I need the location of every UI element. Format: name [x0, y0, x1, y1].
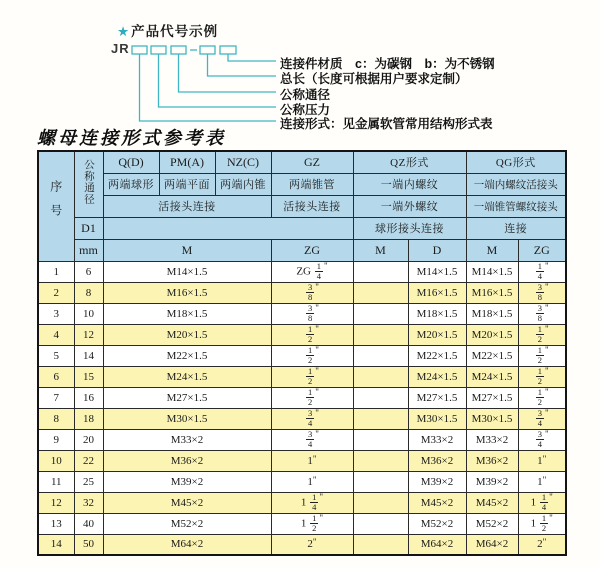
cell-qg-zg: $\frac{3}{8}$ " — [518, 303, 566, 324]
cell-dn: 32 — [74, 492, 103, 513]
table-row — [38, 261, 566, 282]
cell-seq: 10 — [38, 450, 74, 471]
cell-seq: 6 — [38, 366, 74, 387]
cell-qz-d: M24×1.5 — [408, 366, 466, 387]
cell-qz-m — [353, 429, 408, 450]
code-box — [132, 46, 147, 54]
diagram-label-pressure: 公称压力 — [280, 103, 331, 117]
header-col-pm: PM(A) — [159, 151, 215, 173]
cell-qg-zg: $\frac{1}{4}$ " — [518, 261, 566, 282]
cell-dn: 22 — [74, 450, 103, 471]
diagram-label-diameter: 公称通径 — [280, 88, 331, 102]
cell-qg-m: M16×1.5 — [466, 282, 518, 303]
fraction: $\frac{1}{2}$ — [537, 345, 543, 365]
fraction: $\frac{1}{2}$ — [537, 366, 543, 386]
cell-qz-m — [353, 303, 408, 324]
cell-m: M18×1.5 — [103, 303, 271, 324]
cell-qz-m — [353, 513, 408, 534]
cell-gz-zg: $\frac{3}{4}$ " — [271, 408, 353, 429]
header-qz-desc2: 一端外螺纹 — [353, 195, 466, 217]
diagram-label-length: 总长（长度可根据用户要求定制） — [280, 72, 468, 86]
cell-seq: 12 — [38, 492, 74, 513]
table-row — [38, 534, 566, 555]
header-col-gz: GZ — [271, 151, 353, 173]
cell-dn: 20 — [74, 429, 103, 450]
header-mm: mm — [74, 239, 103, 261]
cell-qz-d: M52×2 — [408, 513, 466, 534]
cell-dn: 10 — [74, 303, 103, 324]
code-box — [151, 46, 166, 54]
cell-dn: 16 — [74, 387, 103, 408]
cell-qz-d: M30×1.5 — [408, 408, 466, 429]
cell-qg-m: M24×1.5 — [466, 366, 518, 387]
table-row — [38, 471, 566, 492]
cell-qz-m — [353, 408, 408, 429]
table-row — [38, 513, 566, 534]
header-qz-desc1: 一端内螺纹 — [353, 173, 466, 195]
cell-qg-m: M64×2 — [466, 534, 518, 555]
table-row — [38, 303, 566, 324]
cell-seq: 13 — [38, 513, 74, 534]
cell-qz-m — [353, 345, 408, 366]
cell-gz-zg: $\frac{3}{8}$ " — [271, 282, 353, 303]
fraction: $\frac{1}{2}$ — [541, 513, 547, 533]
cell-seq: 11 — [38, 471, 74, 492]
fraction: $\frac{3}{8}$ — [537, 303, 543, 323]
header-col-qg: QG形式 — [466, 151, 566, 173]
fraction: $\frac{1}{2}$ — [308, 387, 313, 407]
cell-qz-m — [353, 471, 408, 492]
cell-m: M30×1.5 — [103, 408, 271, 429]
diagram-title — [117, 20, 218, 40]
cell-m: M22×1.5 — [103, 345, 271, 366]
cell-m: M45×2 — [103, 492, 271, 513]
cell-qg-m: M27×1.5 — [466, 387, 518, 408]
fraction: $\frac{1}{2}$ — [308, 324, 313, 344]
fraction: $\frac{3}{4}$ — [537, 429, 543, 449]
cell-qz-d: M16×1.5 — [408, 282, 466, 303]
header-nz-desc: 两端内锥 — [215, 173, 271, 195]
cell-m: M16×1.5 — [103, 282, 271, 303]
cell-qz-d: M14×1.5 — [408, 261, 466, 282]
diagram-label-connection: 连接形式：见金属软管常用结构形式表 — [280, 117, 493, 131]
cell-gz-zg: $\frac{1}{2}$ " — [271, 345, 353, 366]
cell-dn: 8 — [74, 282, 103, 303]
fraction: $\frac{3}{8}$ — [537, 282, 543, 302]
table-row — [38, 429, 566, 450]
cell-qz-d: M18×1.5 — [408, 303, 466, 324]
cell-gz-zg: ZG $\frac{1}{4}$ " — [271, 261, 353, 282]
table-row — [38, 450, 566, 471]
cell-qz-m — [353, 282, 408, 303]
cell-qg-zg: 1 $\frac{1}{2}$ " — [518, 513, 566, 534]
cell-qg-m: M22×1.5 — [466, 345, 518, 366]
table-row — [38, 387, 566, 408]
cell-m: M39×2 — [103, 471, 271, 492]
fraction: $\frac{3}{4}$ — [308, 408, 313, 428]
fraction: $\frac{1}{4}$ — [537, 261, 543, 281]
cell-seq: 3 — [38, 303, 74, 324]
fraction: $\frac{1}{2}$ — [312, 513, 317, 533]
table-row — [38, 492, 566, 513]
fraction: $\frac{1}{2}$ — [308, 366, 313, 386]
cell-qz-m — [353, 324, 408, 345]
header-q-desc: 两端球形 — [103, 173, 159, 195]
cell-dn: 40 — [74, 513, 103, 534]
cell-m: M20×1.5 — [103, 324, 271, 345]
cell-dn: 18 — [74, 408, 103, 429]
header-col-qz: QZ形式 — [353, 151, 466, 173]
table-title: 螺母连接形式参考表 — [37, 128, 226, 148]
header-dn-label: 公称通径 — [83, 158, 94, 205]
table-row — [38, 345, 566, 366]
fraction: $\frac{3}{8}$ — [308, 303, 313, 323]
cell-qg-zg: $\frac{3}{8}$ " — [518, 282, 566, 303]
cell-qg-m: M45×2 — [466, 492, 518, 513]
cell-seq: 8 — [38, 408, 74, 429]
star-icon: ★ — [117, 24, 131, 39]
cell-dn: 25 — [74, 471, 103, 492]
cell-qz-m — [353, 534, 408, 555]
cell-gz-zg: 1" — [271, 471, 353, 492]
header-qz-m: M — [353, 239, 408, 261]
header-zg: ZG — [271, 239, 353, 261]
header-qg-conn: 连接 — [466, 217, 566, 239]
cell-dn: 6 — [74, 261, 103, 282]
cell-gz-zg: 1 $\frac{1}{4}$ " — [271, 492, 353, 513]
cell-qg-m: M20×1.5 — [466, 324, 518, 345]
cell-dn: 50 — [74, 534, 103, 555]
header-qg-desc2: 一端锥管螺纹接头 — [466, 195, 566, 217]
fraction: $\frac{1}{2}$ — [537, 324, 543, 344]
fraction: $\frac{3}{8}$ — [308, 282, 313, 302]
cell-qg-zg: 1" — [518, 450, 566, 471]
cell-qg-zg: 1 $\frac{1}{4}$ " — [518, 492, 566, 513]
table-row — [38, 282, 566, 303]
cell-qg-m: M33×2 — [466, 429, 518, 450]
cell-qz-m — [353, 387, 408, 408]
connector-line — [159, 54, 277, 107]
cell-m: M36×2 — [103, 450, 271, 471]
header-pm-desc: 两端平面 — [159, 173, 215, 195]
cell-qg-zg: $\frac{3}{4}$ " — [518, 429, 566, 450]
header-qz-d: D — [408, 239, 466, 261]
product-code-prefix: JR — [111, 41, 130, 56]
reference-table — [37, 150, 567, 556]
header-seq-label: 序号 — [48, 179, 63, 228]
cell-qg-m: M36×2 — [466, 450, 518, 471]
fraction: $\frac{1}{2}$ — [308, 345, 313, 365]
cell-qz-d: M64×2 — [408, 534, 466, 555]
cell-seq: 1 — [38, 261, 74, 282]
cell-seq: 14 — [38, 534, 74, 555]
cell-qg-m: M52×2 — [466, 513, 518, 534]
cell-qg-zg: $\frac{3}{4}$ " — [518, 408, 566, 429]
header-gz-conn: 活接头连接 — [271, 195, 353, 217]
cell-qz-d: M27×1.5 — [408, 387, 466, 408]
table-body — [38, 261, 566, 555]
header-empty-cell — [103, 217, 353, 239]
fraction: $\frac{1}{4}$ — [541, 492, 547, 512]
header-qg-m: M — [466, 239, 518, 261]
header-col-nz: NZ(C) — [215, 151, 271, 173]
connector-line — [208, 54, 277, 76]
connector-line — [179, 54, 277, 92]
cell-m: M14×1.5 — [103, 261, 271, 282]
cell-qz-d: M20×1.5 — [408, 324, 466, 345]
table-row — [38, 408, 566, 429]
cell-qg-m: M18×1.5 — [466, 303, 518, 324]
cell-qz-m — [353, 261, 408, 282]
cell-qz-m — [353, 492, 408, 513]
connector-line — [228, 54, 276, 61]
cell-gz-zg: $\frac{1}{2}$ " — [271, 387, 353, 408]
fraction: $\frac{1}{4}$ — [312, 492, 317, 512]
header-d1: D1 — [74, 217, 103, 239]
cell-seq: 9 — [38, 429, 74, 450]
diagram-title-text: 产品代号示例 — [131, 24, 219, 39]
table-row — [38, 366, 566, 387]
cell-seq: 5 — [38, 345, 74, 366]
cell-m: M24×1.5 — [103, 366, 271, 387]
cell-qg-zg: $\frac{1}{2}$ " — [518, 387, 566, 408]
code-box — [220, 46, 236, 54]
cell-qz-d: M33×2 — [408, 429, 466, 450]
cell-gz-zg: $\frac{3}{8}$ " — [271, 303, 353, 324]
header-union-conn: 活接头连接 — [103, 195, 271, 217]
cell-dn: 15 — [74, 366, 103, 387]
cell-m: M33×2 — [103, 429, 271, 450]
header-col-q: Q(D) — [103, 151, 159, 173]
cell-qg-zg: 2" — [518, 534, 566, 555]
cell-qz-m — [353, 450, 408, 471]
header-gz-desc: 两端锥管 — [271, 173, 353, 195]
cell-gz-zg: 2" — [271, 534, 353, 555]
header-m: M — [103, 239, 271, 261]
cell-qz-d: M22×1.5 — [408, 345, 466, 366]
cell-gz-zg: $\frac{3}{4}$ " — [271, 429, 353, 450]
header-seq — [38, 151, 74, 261]
cell-gz-zg: 1 $\frac{1}{2}$ " — [271, 513, 353, 534]
cell-qg-zg: $\frac{1}{2}$ " — [518, 345, 566, 366]
cell-qz-d: M45×2 — [408, 492, 466, 513]
cell-dn: 12 — [74, 324, 103, 345]
cell-qg-zg: $\frac{1}{2}$ " — [518, 366, 566, 387]
diagram-label-material: 连接件材质 c：为碳钢 b：为不锈钢 — [280, 57, 495, 71]
header-qg-zg: ZG — [518, 239, 566, 261]
header-dn — [74, 151, 103, 217]
cell-m: M27×1.5 — [103, 387, 271, 408]
cell-m: M52×2 — [103, 513, 271, 534]
cell-gz-zg: $\frac{1}{2}$ " — [271, 324, 353, 345]
cell-seq: 7 — [38, 387, 74, 408]
cell-seq: 2 — [38, 282, 74, 303]
cell-qg-m: M39×2 — [466, 471, 518, 492]
cell-m: M64×2 — [103, 534, 271, 555]
fraction: $\frac{1}{2}$ — [537, 387, 543, 407]
table-row — [38, 324, 566, 345]
cell-qg-zg: $\frac{1}{2}$ " — [518, 324, 566, 345]
cell-qz-m — [353, 366, 408, 387]
fraction: $\frac{3}{4}$ — [308, 429, 313, 449]
cell-qg-m: M14×1.5 — [466, 261, 518, 282]
cell-gz-zg: 1" — [271, 450, 353, 471]
fraction: $\frac{1}{4}$ — [316, 261, 321, 281]
cell-seq: 4 — [38, 324, 74, 345]
header-qz-conn: 球形接头连接 — [353, 217, 466, 239]
cell-qg-m: M30×1.5 — [466, 408, 518, 429]
code-box — [171, 46, 186, 54]
cell-qg-zg: 1" — [518, 471, 566, 492]
cell-qz-d: M36×2 — [408, 450, 466, 471]
cell-dn: 14 — [74, 345, 103, 366]
fraction: $\frac{3}{4}$ — [537, 408, 543, 428]
code-box — [200, 46, 215, 54]
header-qg-desc1: 一端内螺纹活接头 — [466, 173, 566, 195]
cell-qz-d: M39×2 — [408, 471, 466, 492]
cell-gz-zg: $\frac{1}{2}$ " — [271, 366, 353, 387]
